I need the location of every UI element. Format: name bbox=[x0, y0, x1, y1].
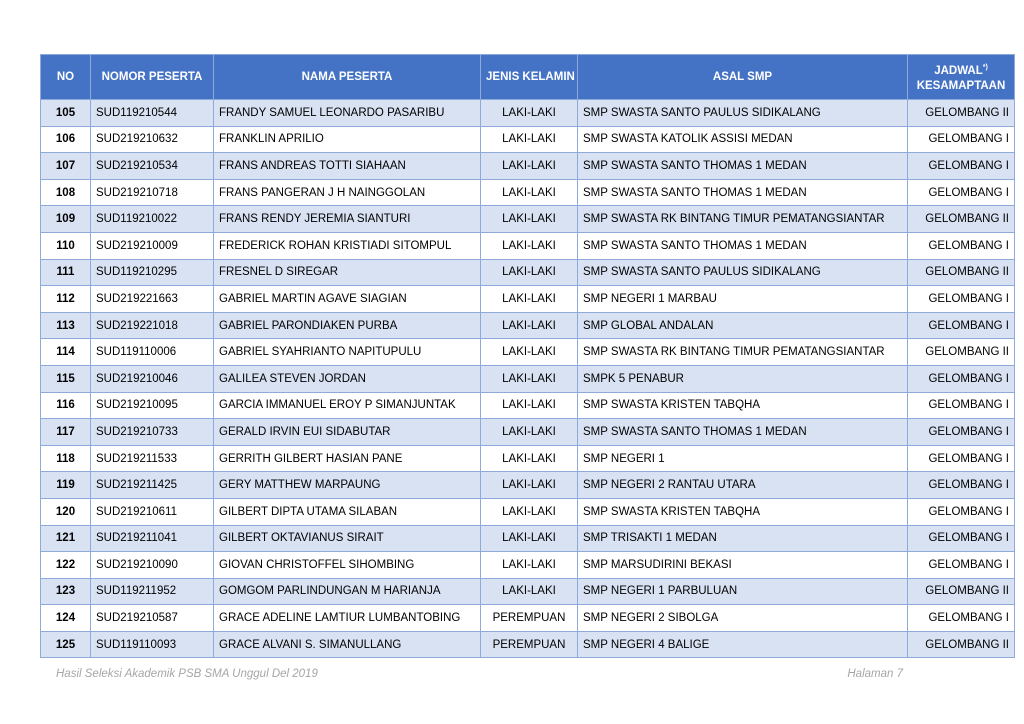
cell-jadwal: GELOMBANG I bbox=[908, 232, 1015, 259]
cell-jadwal: GELOMBANG II bbox=[908, 100, 1015, 127]
cell-jadwal: GELOMBANG I bbox=[908, 605, 1015, 632]
table-row bbox=[41, 552, 1015, 579]
cell-asal-smp: SMP NEGERI 2 RANTAU UTARA bbox=[578, 472, 908, 499]
cell-jadwal: GELOMBANG I bbox=[908, 312, 1015, 339]
cell-jadwal: GELOMBANG I bbox=[908, 445, 1015, 472]
cell-asal-smp: SMP SWASTA RK BINTANG TIMUR PEMATANGSIANTAR bbox=[578, 206, 908, 233]
cell-no: 108 bbox=[41, 179, 91, 206]
cell-jenis-kelamin: LAKI-LAKI bbox=[481, 445, 578, 472]
table-row bbox=[41, 472, 1015, 499]
cell-nomor-peserta: SUD219211425 bbox=[91, 472, 214, 499]
cell-asal-smp: SMP MARSUDIRINI BEKASI bbox=[578, 552, 908, 579]
cell-nomor-peserta: SUD119210544 bbox=[91, 100, 214, 127]
results-table bbox=[40, 54, 1015, 658]
cell-asal-smp: SMP NEGERI 1 bbox=[578, 445, 908, 472]
cell-jadwal: GELOMBANG I bbox=[908, 419, 1015, 446]
cell-nama-peserta: FRANS ANDREAS TOTTI SIAHAAN bbox=[214, 153, 481, 180]
table-row bbox=[41, 498, 1015, 525]
cell-asal-smp: SMP SWASTA SANTO PAULUS SIDIKALANG bbox=[578, 259, 908, 286]
cell-nama-peserta: GRACE ALVANI S. SIMANULLANG bbox=[214, 631, 481, 658]
table-row bbox=[41, 392, 1015, 419]
table-row bbox=[41, 419, 1015, 446]
cell-nama-peserta: GERALD IRVIN EUI SIDABUTAR bbox=[214, 419, 481, 446]
cell-no: 125 bbox=[41, 631, 91, 658]
cell-no: 123 bbox=[41, 578, 91, 605]
cell-asal-smp: SMP SWASTA RK BINTANG TIMUR PEMATANGSIANTAR bbox=[578, 339, 908, 366]
cell-no: 117 bbox=[41, 419, 91, 446]
cell-jenis-kelamin: LAKI-LAKI bbox=[481, 419, 578, 446]
cell-nomor-peserta: SUD219210046 bbox=[91, 365, 214, 392]
table-header bbox=[41, 55, 1015, 100]
table-row bbox=[41, 206, 1015, 233]
cell-jadwal: GELOMBANG I bbox=[908, 552, 1015, 579]
header-asal-smp: ASAL SMP bbox=[578, 55, 908, 100]
cell-nomor-peserta: SUD219210611 bbox=[91, 498, 214, 525]
cell-nama-peserta: GABRIEL MARTIN AGAVE SIAGIAN bbox=[214, 286, 481, 313]
cell-nama-peserta: FRANS PANGERAN J H NAINGGOLAN bbox=[214, 179, 481, 206]
cell-no: 106 bbox=[41, 126, 91, 153]
cell-asal-smp: SMP NEGERI 1 PARBULUAN bbox=[578, 578, 908, 605]
table-row bbox=[41, 126, 1015, 153]
cell-asal-smp: SMP SWASTA SANTO THOMAS 1 MEDAN bbox=[578, 419, 908, 446]
cell-jenis-kelamin: LAKI-LAKI bbox=[481, 286, 578, 313]
cell-jenis-kelamin: LAKI-LAKI bbox=[481, 552, 578, 579]
cell-nomor-peserta: SUD119210295 bbox=[91, 259, 214, 286]
cell-nomor-peserta: SUD119110093 bbox=[91, 631, 214, 658]
cell-jenis-kelamin: LAKI-LAKI bbox=[481, 259, 578, 286]
cell-jadwal: GELOMBANG II bbox=[908, 631, 1015, 658]
cell-jenis-kelamin: LAKI-LAKI bbox=[481, 126, 578, 153]
cell-jenis-kelamin: LAKI-LAKI bbox=[481, 498, 578, 525]
footer-page-number: Halaman 7 bbox=[847, 668, 903, 680]
cell-no: 112 bbox=[41, 286, 91, 313]
cell-jenis-kelamin: LAKI-LAKI bbox=[481, 100, 578, 127]
cell-nama-peserta: GILBERT DIPTA UTAMA SILABAN bbox=[214, 498, 481, 525]
header-no: NO bbox=[41, 55, 91, 100]
cell-nama-peserta: GERRITH GILBERT HASIAN PANE bbox=[214, 445, 481, 472]
cell-jadwal: GELOMBANG II bbox=[908, 578, 1015, 605]
cell-no: 111 bbox=[41, 259, 91, 286]
cell-nomor-peserta: SUD219210733 bbox=[91, 419, 214, 446]
cell-asal-smp: SMP SWASTA SANTO PAULUS SIDIKALANG bbox=[578, 100, 908, 127]
table-row bbox=[41, 339, 1015, 366]
cell-asal-smp: SMPK 5 PENABUR bbox=[578, 365, 908, 392]
table-row bbox=[41, 179, 1015, 206]
header-jadwal-kesamaptaan bbox=[908, 55, 1015, 100]
table-row bbox=[41, 286, 1015, 313]
cell-jenis-kelamin: LAKI-LAKI bbox=[481, 578, 578, 605]
cell-no: 113 bbox=[41, 312, 91, 339]
header-jadwal-footnote-mark: *) bbox=[982, 64, 988, 72]
cell-jenis-kelamin: LAKI-LAKI bbox=[481, 339, 578, 366]
cell-no: 121 bbox=[41, 525, 91, 552]
cell-jenis-kelamin: PEREMPUAN bbox=[481, 605, 578, 632]
table-row bbox=[41, 153, 1015, 180]
cell-no: 116 bbox=[41, 392, 91, 419]
cell-jenis-kelamin: LAKI-LAKI bbox=[481, 232, 578, 259]
cell-jadwal: GELOMBANG I bbox=[908, 365, 1015, 392]
cell-no: 115 bbox=[41, 365, 91, 392]
cell-nama-peserta: GABRIEL PARONDIAKEN PURBA bbox=[214, 312, 481, 339]
cell-asal-smp: SMP NEGERI 4 BALIGE bbox=[578, 631, 908, 658]
cell-jadwal: GELOMBANG I bbox=[908, 525, 1015, 552]
header-nama-peserta: NAMA PESERTA bbox=[214, 55, 481, 100]
cell-no: 119 bbox=[41, 472, 91, 499]
cell-asal-smp: SMP SWASTA SANTO THOMAS 1 MEDAN bbox=[578, 179, 908, 206]
cell-asal-smp: SMP TRISAKTI 1 MEDAN bbox=[578, 525, 908, 552]
cell-asal-smp: SMP SWASTA KATOLIK ASSISI MEDAN bbox=[578, 126, 908, 153]
cell-jenis-kelamin: LAKI-LAKI bbox=[481, 392, 578, 419]
cell-nomor-peserta: SUD119210022 bbox=[91, 206, 214, 233]
cell-asal-smp: SMP SWASTA SANTO THOMAS 1 MEDAN bbox=[578, 232, 908, 259]
table-row bbox=[41, 445, 1015, 472]
cell-no: 120 bbox=[41, 498, 91, 525]
cell-nama-peserta: FREDERICK ROHAN KRISTIADI SITOMPUL bbox=[214, 232, 481, 259]
cell-nomor-peserta: SUD219210587 bbox=[91, 605, 214, 632]
cell-nama-peserta: FRESNEL D SIREGAR bbox=[214, 259, 481, 286]
header-jadwal-line1: JADWAL bbox=[934, 64, 983, 77]
cell-nama-peserta: GILBERT OKTAVIANUS SIRAIT bbox=[214, 525, 481, 552]
header-jenis-kelamin: JENIS KELAMIN bbox=[481, 55, 578, 100]
cell-no: 110 bbox=[41, 232, 91, 259]
cell-nama-peserta: FRANS RENDY JEREMIA SIANTURI bbox=[214, 206, 481, 233]
cell-nama-peserta: GABRIEL SYAHRIANTO NAPITUPULU bbox=[214, 339, 481, 366]
cell-nama-peserta: GERY MATTHEW MARPAUNG bbox=[214, 472, 481, 499]
table-body bbox=[41, 100, 1015, 658]
cell-jadwal: GELOMBANG I bbox=[908, 179, 1015, 206]
cell-nomor-peserta: SUD119211952 bbox=[91, 578, 214, 605]
cell-jadwal: GELOMBANG I bbox=[908, 126, 1015, 153]
cell-nama-peserta: GRACE ADELINE LAMTIUR LUMBANTOBING bbox=[214, 605, 481, 632]
cell-no: 122 bbox=[41, 552, 91, 579]
cell-asal-smp: SMP NEGERI 2 SIBOLGA bbox=[578, 605, 908, 632]
cell-nama-peserta: FRANDY SAMUEL LEONARDO PASARIBU bbox=[214, 100, 481, 127]
table-row bbox=[41, 100, 1015, 127]
cell-jadwal: GELOMBANG I bbox=[908, 286, 1015, 313]
table-row bbox=[41, 259, 1015, 286]
cell-nama-peserta: GOMGOM PARLINDUNGAN M HARIANJA bbox=[214, 578, 481, 605]
cell-jadwal: GELOMBANG II bbox=[908, 206, 1015, 233]
cell-jenis-kelamin: LAKI-LAKI bbox=[481, 365, 578, 392]
cell-no: 114 bbox=[41, 339, 91, 366]
cell-no: 105 bbox=[41, 100, 91, 127]
cell-no: 109 bbox=[41, 206, 91, 233]
header-jadwal-line2: KESAMAPTAAN bbox=[916, 79, 1006, 92]
cell-asal-smp: SMP GLOBAL ANDALAN bbox=[578, 312, 908, 339]
table-row bbox=[41, 525, 1015, 552]
cell-jenis-kelamin: PEREMPUAN bbox=[481, 631, 578, 658]
cell-nomor-peserta: SUD219210095 bbox=[91, 392, 214, 419]
cell-nomor-peserta: SUD219221018 bbox=[91, 312, 214, 339]
cell-jadwal: GELOMBANG I bbox=[908, 498, 1015, 525]
cell-nama-peserta: GARCIA IMMANUEL EROY P SIMANJUNTAK bbox=[214, 392, 481, 419]
table-row bbox=[41, 365, 1015, 392]
cell-jadwal: GELOMBANG I bbox=[908, 153, 1015, 180]
cell-no: 118 bbox=[41, 445, 91, 472]
table-row bbox=[41, 578, 1015, 605]
cell-asal-smp: SMP SWASTA SANTO THOMAS 1 MEDAN bbox=[578, 153, 908, 180]
cell-asal-smp: SMP SWASTA KRISTEN TABQHA bbox=[578, 498, 908, 525]
cell-jenis-kelamin: LAKI-LAKI bbox=[481, 525, 578, 552]
cell-jenis-kelamin: LAKI-LAKI bbox=[481, 179, 578, 206]
cell-no: 124 bbox=[41, 605, 91, 632]
cell-nomor-peserta: SUD219210718 bbox=[91, 179, 214, 206]
cell-jenis-kelamin: LAKI-LAKI bbox=[481, 153, 578, 180]
cell-nomor-peserta: SUD119110006 bbox=[91, 339, 214, 366]
cell-jadwal: GELOMBANG II bbox=[908, 339, 1015, 366]
cell-jadwal: GELOMBANG II bbox=[908, 259, 1015, 286]
cell-jenis-kelamin: LAKI-LAKI bbox=[481, 472, 578, 499]
cell-jadwal: GELOMBANG I bbox=[908, 392, 1015, 419]
cell-asal-smp: SMP SWASTA KRISTEN TABQHA bbox=[578, 392, 908, 419]
table-row bbox=[41, 605, 1015, 632]
footer-document-title: Hasil Seleksi Akademik PSB SMA Unggul Del 2019 bbox=[56, 668, 318, 680]
cell-nomor-peserta: SUD219210632 bbox=[91, 126, 214, 153]
cell-nama-peserta: GALILEA STEVEN JORDAN bbox=[214, 365, 481, 392]
cell-nomor-peserta: SUD219210534 bbox=[91, 153, 214, 180]
cell-jadwal: GELOMBANG I bbox=[908, 472, 1015, 499]
cell-nomor-peserta: SUD219210090 bbox=[91, 552, 214, 579]
cell-nomor-peserta: SUD219210009 bbox=[91, 232, 214, 259]
cell-nomor-peserta: SUD219221663 bbox=[91, 286, 214, 313]
cell-jenis-kelamin: LAKI-LAKI bbox=[481, 312, 578, 339]
cell-nama-peserta: GIOVAN CHRISTOFFEL SIHOMBING bbox=[214, 552, 481, 579]
cell-nomor-peserta: SUD219211533 bbox=[91, 445, 214, 472]
cell-asal-smp: SMP NEGERI 1 MARBAU bbox=[578, 286, 908, 313]
table-row bbox=[41, 232, 1015, 259]
header-nomor-peserta: NOMOR PESERTA bbox=[91, 55, 214, 100]
table-row bbox=[41, 631, 1015, 658]
cell-nama-peserta: FRANKLIN APRILIO bbox=[214, 126, 481, 153]
cell-jenis-kelamin: LAKI-LAKI bbox=[481, 206, 578, 233]
table-row bbox=[41, 312, 1015, 339]
cell-nomor-peserta: SUD219211041 bbox=[91, 525, 214, 552]
cell-no: 107 bbox=[41, 153, 91, 180]
